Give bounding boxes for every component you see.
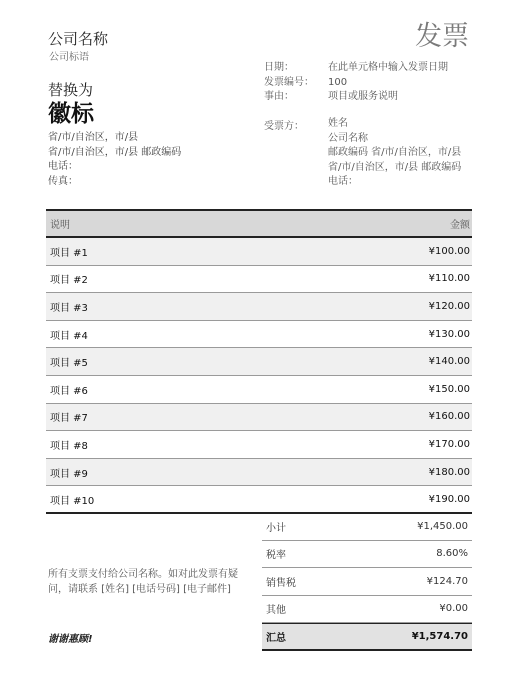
tax-rate-label: 税率 (266, 550, 286, 562)
item-description: 项目 #7 (50, 413, 88, 425)
grand-total-value: ¥1,574.70 (411, 630, 468, 642)
item-amount: ¥140.00 (428, 356, 470, 368)
recipient-address-line[interactable]: 邮政编码 省/市/自治区，市/县 (328, 147, 462, 158)
recipient-name[interactable]: 姓名 (328, 118, 348, 129)
invoice-title: 发票 (415, 21, 469, 52)
column-header-amount: 金额 (450, 220, 470, 231)
item-description: 项目 #3 (50, 302, 88, 314)
tax-rate-value[interactable]: 8.60% (436, 548, 468, 560)
company-name: 公司名称 (48, 30, 109, 48)
sender-address (48, 131, 181, 189)
recipient-company[interactable]: 公司名称 (328, 132, 368, 144)
item-description: 项目 #8 (50, 440, 88, 452)
sales-tax-value: ¥124.70 (426, 575, 468, 587)
table-row[interactable] (46, 348, 472, 376)
item-description: 项目 #10 (50, 495, 95, 507)
table-row[interactable] (46, 486, 472, 514)
sender-fax: 传真： (48, 175, 78, 187)
recipient-phone[interactable]: 电话： (328, 176, 358, 187)
subtotal-value: ¥1,450.00 (417, 520, 468, 532)
item-amount: ¥150.00 (428, 383, 470, 395)
item-amount: ¥180.00 (428, 466, 470, 478)
tax-rate-row (262, 541, 472, 569)
subject-label: 事由： (264, 91, 294, 102)
item-amount: ¥110.00 (428, 273, 470, 285)
subject-value[interactable]: 项目或服务说明 (328, 91, 398, 102)
item-description: 项目 #6 (50, 385, 88, 397)
items-table (46, 209, 472, 514)
other-value[interactable]: ¥0.00 (439, 603, 468, 615)
recipient-address-line[interactable]: 省/市/自治区，市/县 邮政编码 (328, 161, 462, 173)
table-row[interactable] (46, 459, 472, 487)
invoice-meta-labels (264, 61, 314, 105)
item-description: 项目 #5 (50, 358, 88, 370)
item-description: 项目 #9 (50, 468, 88, 480)
sender-line: 省/市/自治区，市/县 (48, 132, 139, 143)
item-amount: ¥160.00 (428, 411, 470, 423)
table-row[interactable] (46, 293, 472, 321)
other-row (262, 596, 472, 624)
item-description: 项目 #4 (50, 330, 88, 342)
table-row[interactable] (46, 321, 472, 349)
totals-table (262, 513, 472, 651)
table-row[interactable] (46, 431, 472, 459)
logo-hint: 替换为 (48, 81, 94, 99)
thank-you-message: 谢谢惠顾! (48, 634, 93, 645)
column-header-description: 说明 (50, 220, 70, 231)
other-label: 其他 (266, 605, 286, 617)
invoice-number-value[interactable]: 100 (328, 76, 348, 88)
item-amount: ¥170.00 (428, 438, 470, 450)
sender-line: 省/市/自治区，市/县 邮政编码 (48, 146, 182, 158)
item-amount: ¥100.00 (428, 245, 470, 257)
sales-tax-label: 销售税 (266, 577, 296, 589)
sales-tax-row (262, 568, 472, 596)
table-row[interactable] (46, 404, 472, 432)
company-slogan: 公司标语 (49, 52, 89, 63)
item-amount: ¥120.00 (428, 300, 470, 312)
table-row[interactable] (46, 238, 472, 266)
subtotal-label: 小计 (266, 522, 286, 534)
table-row[interactable] (46, 376, 472, 404)
invoice-meta-values (328, 61, 448, 105)
item-description: 项目 #2 (50, 275, 88, 287)
subtotal-row (262, 513, 472, 541)
items-table-header (46, 209, 472, 238)
payment-note: 所有支票支付给公司名称。如对此发票有疑问，请联系 [姓名] [电话号码] [电子邮件] (48, 569, 238, 595)
grand-total-row (262, 623, 472, 651)
recipient-label: 受票方： (264, 121, 304, 132)
invoice-number-label: 发票编号： (264, 76, 314, 88)
date-value[interactable]: 在此单元格中输入发票日期 (328, 62, 448, 73)
item-amount: ¥130.00 (428, 328, 470, 340)
recipient-details (328, 117, 461, 190)
date-label: 日期： (264, 62, 294, 73)
logo-placeholder: 徽标 (48, 101, 94, 127)
sender-phone: 电话： (48, 161, 78, 172)
item-description: 项目 #1 (50, 247, 88, 259)
table-row[interactable] (46, 266, 472, 294)
grand-total-label: 汇总 (266, 632, 286, 644)
item-amount: ¥190.00 (428, 493, 470, 505)
